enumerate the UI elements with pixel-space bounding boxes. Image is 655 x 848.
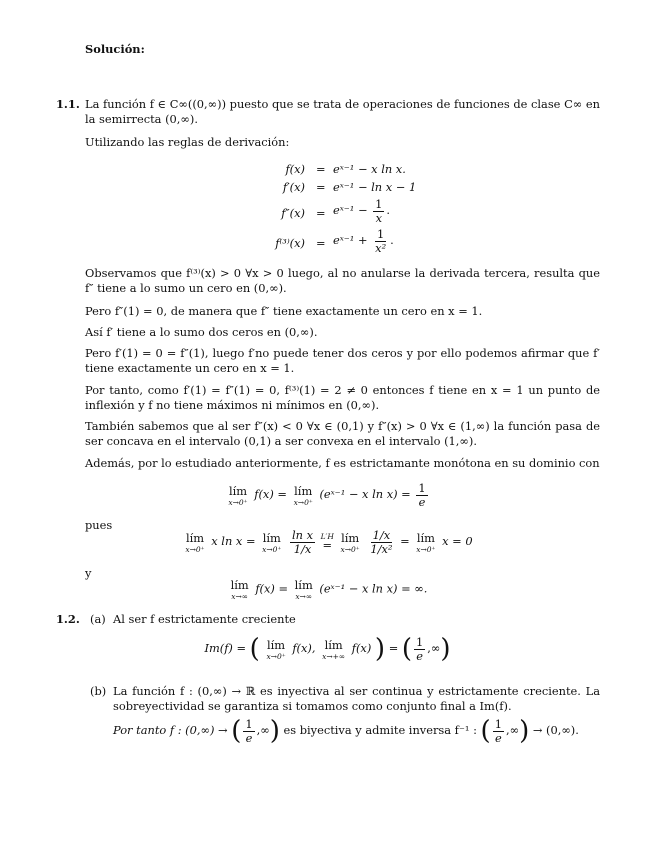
limit-equation-3: lím x→∞ f(x) = lím x→∞ (eˣ⁻¹ − x ln x) = ∞.	[230, 578, 428, 602]
item-b-conclusion: Por tanto f : (0,∞) → ( $\frac{1}{e}$ ,∞) es biyectiva y admite inversa f⁻¹ : ( $\frac{1}{e}$ ,∞) → (0,∞).	[113, 716, 579, 747]
solution-page: Solución: 1.1. La función f ∈ C∞((0,∞)) puesto que se trata de operaciones de funciones de clase C∞ en la semirrecta (0,∞). Utilizando las reglas de derivación: f(x) = eˣ⁻¹ − x ln x. f′(x) = eˣ⁻¹ − ln x − 1 f″(x) = eˣ⁻¹ − $\frac{1}{x}$ . f⁽³⁾(x) = eˣ⁻¹ + $\frac{1}{\text{x²}}$ . Observamos que f⁽³⁾(x) > 0 ∀x > 0 luego, al no anularse la derivada tercera, resulta que f″ tiene a lo sumo un cero en (0,∞). Pero f″(1) = 0, de manera que f″ tiene exactamente un cero en x = 1. Así f′ tiene a lo sumo dos ceros en (0,∞). Pero f′(1) = 0 = f″(1), luego f′no puede tener dos ceros y por ello podemos afirmar que f′ tiene exactamente un cero en x = 1. Por tanto, como f′(1) = f″(1) = 0, f⁽³⁾(1) = 2 ≠ 0 entonces f tiene en x = 1 un punto de inflexión y f no tiene máximos ni mínimos en (0,∞). También sabemos que al ser f″(x) < 0 ∀x ∈ (0,1) y f″(x) > 0 ∀x ∈ (1,∞) la función pasa de ser concava en el intervalo (0,1) a ser convexa en el intervalo (1,∞). Además, por lo estudiado anteriormente, f es estrictamante monótona en su dominio con lím x→0⁺ f(x) = lím x→0⁺ (eˣ⁻¹ − x ln x) = $\frac{1}{e}$ pues lím x→0⁺ x ln x = lím x→0⁺ $\frac{\text{ln x}}{1/x}$ L′H = lím x→0⁺ $\frac{1/x}{\text{1/x²}}$ = lím x→0⁺ x = 0 y lím x→∞ f(x) = lím x→∞ (eˣ⁻¹ − x ln x) = ∞. 1.2. (a) Al ser f estrictamente creciente Im(f) = ( lím x→0⁺ f(x), lím x→+∞ f(x) ) = ( $\frac{1}{e}$ ,∞) (b) La función f : (0,∞) → ℝ es inyectiva al ser continua y estrictamente creciente. La sobreyectividad se garantiza si tomamos como conjunto final a Im(f). Por tanto f : (0,∞) → ( $\frac{1}{e}$ ,∞) es biyectiva y admite inversa f⁻¹ : ( $\frac{1}{e}$ ,∞) → (0,∞).	[0, 0, 655, 848]
section-1-1-number: 1.1.	[56, 97, 80, 111]
paragraph-first-derivative: Así f′ tiene a lo sumo dos ceros en (0,∞).	[85, 325, 318, 339]
limit-equation-2: lím x→0⁺ x ln x = lím x→0⁺ $\frac{\text{ln x}}{1/x}$ L′H = lím x→0⁺ $\frac{1/x}{\text{1/x²}}$ = lím x→0⁺ x = 0	[185, 528, 473, 556]
section-1-2-number: 1.2.	[56, 612, 80, 626]
item-b-text: La función f : (0,∞) → ℝ es inyectiva al ser continua y estrictamente creciente. La sobreyectividad se garantiza si tomamos como conjunto final a Im(f).	[113, 684, 600, 714]
image-equation: Im(f) = ( lím x→0⁺ f(x), lím x→+∞ f(x) ) = ( $\frac{1}{e}$ ,∞)	[204, 634, 451, 665]
section-1-1-intro: La función f ∈ C∞((0,∞)) puesto que se trata de operaciones de funciones de clase C∞ en la semirrecta (0,∞).	[85, 97, 600, 127]
paragraph-first-derivative-zero: Pero f′(1) = 0 = f″(1), luego f′no puede tener dos ceros y por ello podemos afirmar que f′ tiene exactamente un cero en x = 1.	[85, 346, 600, 376]
limit-equation-1: lím x→0⁺ f(x) = lím x→0⁺ (eˣ⁻¹ − x ln x) = $\frac{1}{e}$	[228, 481, 426, 509]
item-a-text: Al ser f estrictamente creciente	[113, 612, 296, 626]
derivation-rules-text: Utilizando las reglas de derivación:	[85, 135, 290, 149]
paragraph-second-derivative-zero: Pero f″(1) = 0, de manera que f″ tiene exactamente un cero en x = 1.	[85, 304, 483, 318]
pues-label: pues	[85, 518, 113, 532]
item-a-label: (a)	[90, 612, 106, 626]
item-b-label: (b)	[90, 684, 107, 698]
paragraph-inflection: Por tanto, como f′(1) = f″(1) = 0, f⁽³⁾(1) = 2 ≠ 0 entonces f tiene en x = 1 un punto de inflexión y f no tiene máximos ni mínimos en (0,∞).	[85, 383, 600, 413]
paragraph-monotone: Además, por lo estudiado anteriormente, f es estrictamante monótona en su dominio con	[85, 456, 600, 470]
paragraph-concavity: También sabemos que al ser f″(x) < 0 ∀x ∈ (0,1) y f″(x) > 0 ∀x ∈ (1,∞) la función pasa de ser concava en el intervalo (0,1) a ser convexa en el intervalo (1,∞).	[85, 419, 600, 449]
derivative-row-f2: f″(x) = eˣ⁻¹ − $\frac{1}{x}$ .	[281, 197, 391, 225]
derivative-row-f3: f⁽³⁾(x) = eˣ⁻¹ + $\frac{1}{\text{x²}}$ .	[275, 227, 394, 255]
y-label: y	[85, 566, 92, 580]
paragraph-third-derivative: Observamos que f⁽³⁾(x) > 0 ∀x > 0 luego, al no anularse la derivada tercera, resulta que f″ tiene a lo sumo un cero en (0,∞).	[85, 266, 600, 296]
solution-heading: Solución:	[85, 42, 145, 56]
